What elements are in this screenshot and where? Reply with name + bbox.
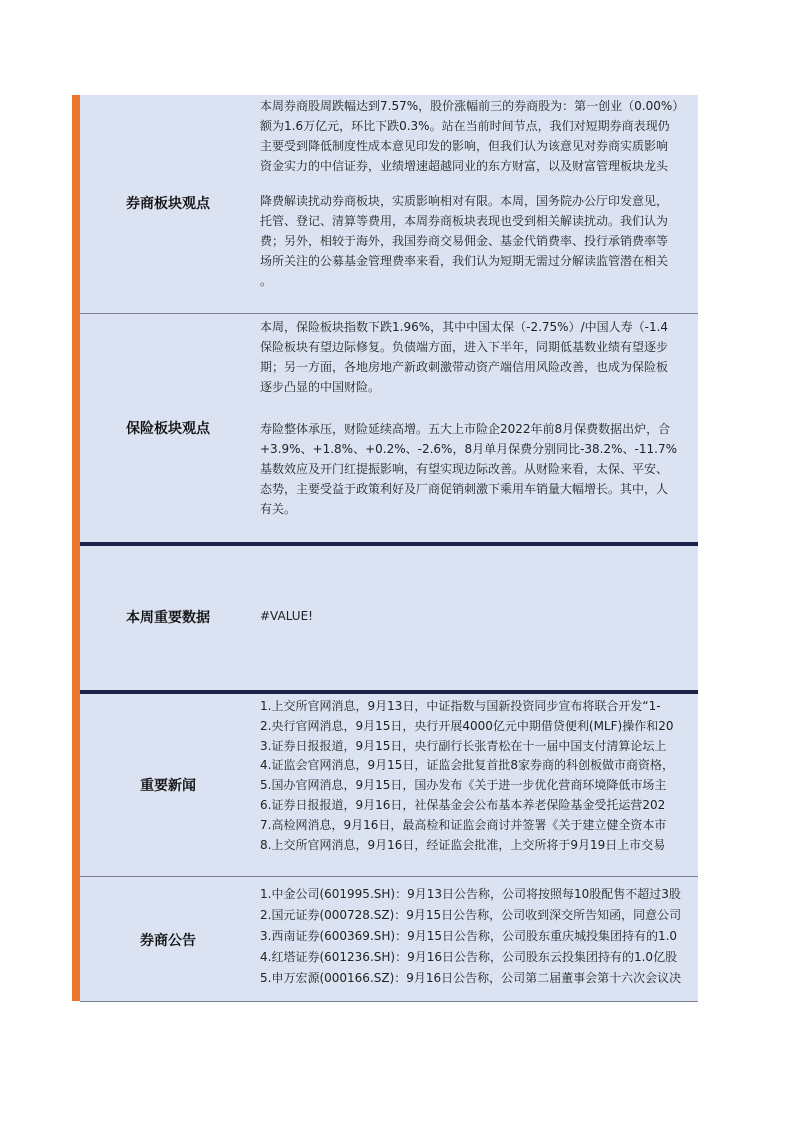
news-item: 8.上交所官网消息，9月16日，经证监会批准，上交所将于9月19日上市交易 (260, 837, 666, 852)
news-item: 1.上交所官网消息，9月13日，中证指数与国新投资同步宣布将联合开发“1- (260, 699, 661, 713)
insurance-section (80, 314, 698, 542)
text-line: 本周券商股周跌幅达到7.57%，股价涨幅前三的券商股为：第一创业（0.00%） (260, 99, 685, 113)
text-line: +3.9%、+1.8%、+0.2%、-2.6%，8月单月保费分别同比-38.2%、-11.7% (260, 442, 677, 456)
column-divider (256, 95, 257, 1001)
broker-section-label: 券商板块观点 (126, 196, 210, 212)
text-line: 。 (260, 274, 273, 288)
announcements-section (80, 877, 698, 1001)
announcements-section-label: 券商公告 (140, 933, 196, 949)
text-line: 降费解读扰动券商板块，实质影响相对有限。本周，国务院办公厅印发意见， (260, 194, 669, 208)
insurance-section-label: 保险板块观点 (126, 421, 210, 437)
announcement-item: 2.国元证券(000728.SZ)：9月15日公告称，公司收到深交所告知函，同意公司 (260, 908, 682, 922)
text-line: 期；另一方面，各地房地产新政刺激带动资产端信用风险改善，也成为保险板 (260, 360, 669, 374)
text-line: 寿险整体承压，财险延续高增。五大上市险企2022年前8月保费数据出炉，合 (260, 422, 671, 436)
news-item: 2.央行官网消息，9月15日，央行开展4000亿元中期借贷便利(MLF)操作和20 (260, 718, 674, 733)
news-item: 6.证券日报报道，9月16日，社保基金会公布基本养老保险基金受托运营202 (260, 797, 666, 812)
insurance-section-body (260, 317, 698, 519)
data-section-label: 本周重要数据 (126, 610, 210, 626)
text-line: 托管、登记、清算等费用，本周券商板块表现也受到相关解读扰动。我们认为 (260, 214, 669, 228)
news-item: 4.证监会官网消息，9月15日，证监会批复首批8家券商的科创板做市商资格， (260, 758, 674, 773)
text-line: 本周，保险板块指数下跌1.96%，其中中国太保（-2.75%）/中国人寿（-1.4 (260, 320, 669, 334)
data-section (80, 546, 698, 690)
announcement-item: 1.中金公司(601995.SH)：9月13日公告称，公司将按照每10股配售不超过3股 (260, 887, 681, 901)
announcement-item: 4.红塔证券(601236.SH)：9月16日公告称，公司股东云投集团持有的1.0亿股 (260, 950, 678, 964)
orange-accent-bar (72, 95, 80, 1001)
broker-section-body (260, 96, 698, 291)
text-line: 保险板块有望边际修复。负债端方面，进入下半年，同期低基数业绩有望逐步 (260, 340, 669, 354)
news-item: 5.国办官网消息，9月15日，国办发布《关于进一步优化营商环境降低市场主 (260, 778, 667, 793)
news-section-label: 重要新闻 (140, 778, 196, 794)
text-line: 资金实力的中信证券，业绩增速超越同业的东方财富，以及财富管理板块龙头 (260, 159, 669, 173)
announcement-item: 5.申万宏源(000166.SZ)：9月16日公告称，公司第二届董事会第十六次会议决 (260, 971, 682, 985)
text-line: 主要受到降低制度性成本意见印发的影响，但我们认为该意见对券商实质影响 (260, 139, 669, 153)
text-line: 额为1.6万亿元，环比下跌0.3%。站在当前时间节点，我们对短期券商表现仍 (260, 119, 670, 133)
announcement-item: 3.西南证券(600369.SH)：9月15日公告称，公司股东重庆城投集团持有的1.0 (260, 929, 678, 943)
broker-section (80, 95, 698, 313)
text-line: 态势，主要受益于政策利好及厂商促销刺激下乘用车销量大幅增长。其中，人 (260, 482, 669, 496)
news-section-body (260, 697, 698, 855)
data-section-value: #VALUE! (260, 609, 313, 623)
text-line: 场所关注的公募基金管理费率来看，我们认为短期无需过分解读监管潜在相关 (260, 254, 669, 268)
announcements-section-body (260, 884, 698, 989)
news-item: 7.高检网消息，9月16日，最高检和证监会商讨并签署《关于建立健全资本市 (260, 817, 667, 832)
bottom-border (80, 1001, 698, 1002)
text-line: 逐步凸显的中国财险。 (260, 380, 381, 394)
news-item: 3.证券日报报道，9月15日，央行副行长张青松在十一届中国支付清算论坛上 (260, 738, 667, 753)
text-line: 基数效应及开门红提振影响，有望实现边际改善。从财险来看，太保、平安、 (260, 462, 669, 476)
text-line: 费；另外，相较于海外，我国券商交易佣金、基金代销费率、投行承销费率等 (260, 234, 669, 248)
text-line: 有关。 (260, 502, 297, 516)
news-section (80, 694, 698, 876)
